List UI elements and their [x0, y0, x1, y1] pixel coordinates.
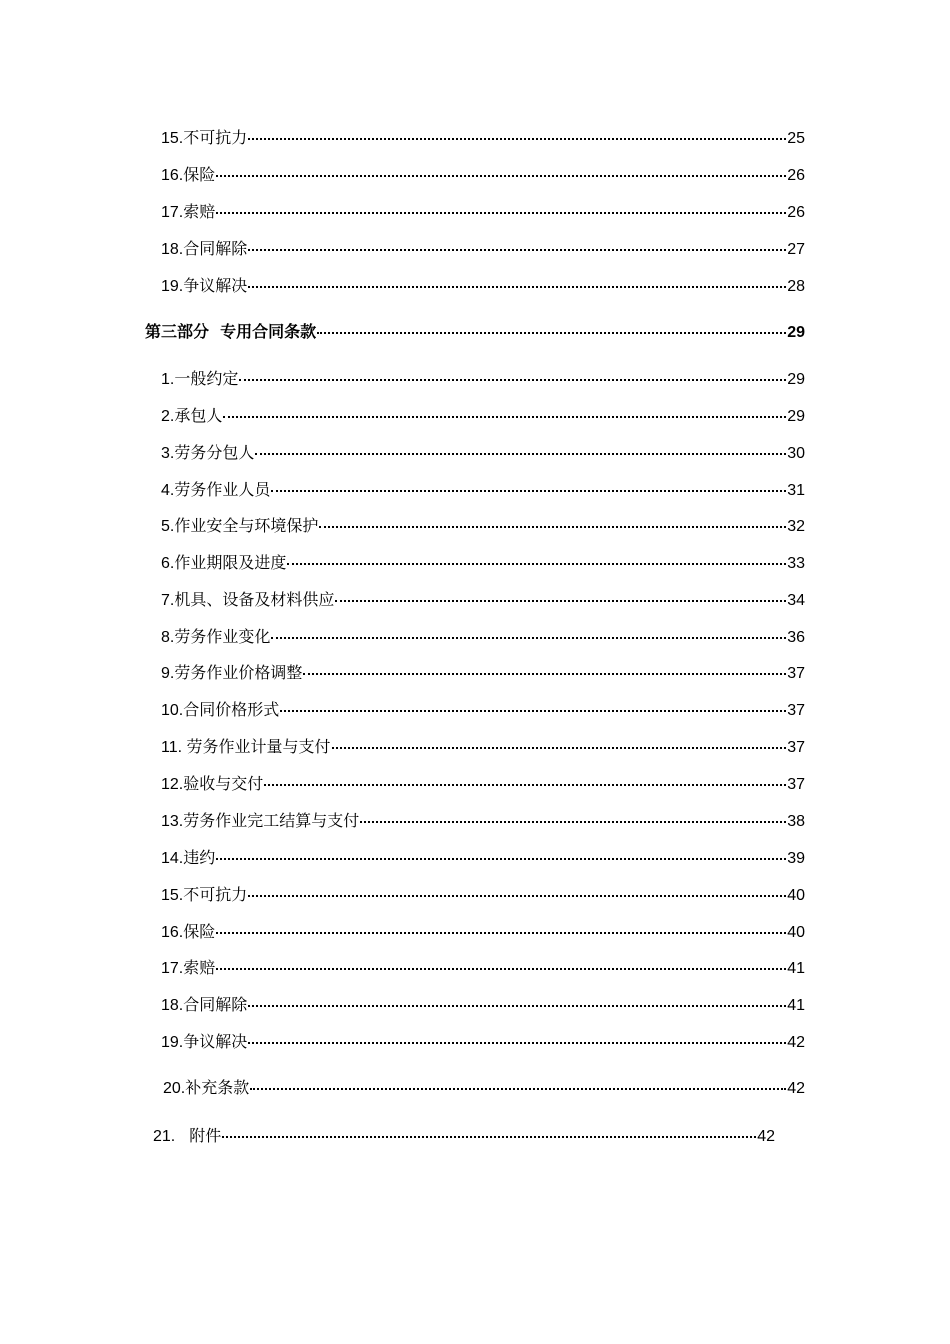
- toc-entry[interactable]: [161, 516, 805, 536]
- toc-entry[interactable]: [161, 590, 805, 610]
- toc-entry[interactable]: [161, 700, 805, 720]
- toc-entry-label: 19.争议解决: [161, 276, 248, 295]
- toc-page-number: 40: [787, 887, 805, 904]
- toc-entry[interactable]: [161, 995, 805, 1015]
- toc-entry[interactable]: [161, 276, 805, 296]
- dot-leader: [248, 1042, 786, 1044]
- dot-leader: [248, 138, 786, 140]
- toc-entry-label: 7.机具、设备及材料供应: [161, 590, 335, 609]
- toc-entry-label: 13.劳务作业完工结算与支付: [161, 811, 360, 830]
- toc-entry[interactable]: [161, 553, 805, 573]
- toc-entry[interactable]: [163, 1078, 805, 1098]
- dot-leader: [287, 563, 786, 565]
- dot-leader: [216, 968, 786, 970]
- toc-entry-label: 14.违约: [161, 848, 216, 867]
- toc-entry-label: 16.保险: [161, 165, 216, 184]
- toc-page-number: 28: [787, 278, 805, 295]
- toc-entry[interactable]: [161, 369, 805, 389]
- toc-part-heading[interactable]: [145, 322, 805, 342]
- dot-leader: [216, 175, 786, 177]
- toc-entry-label: 9.劳务作业价格调整: [161, 663, 303, 682]
- toc-page-number: 37: [787, 739, 805, 756]
- toc-page-number: 25: [787, 130, 805, 147]
- toc-entry[interactable]: [161, 128, 805, 148]
- toc-page-number: 41: [787, 960, 805, 977]
- toc-page-number: 31: [787, 482, 805, 499]
- toc-page-number: 33: [787, 555, 805, 572]
- toc-page-number: 26: [787, 204, 805, 221]
- toc-entry[interactable]: [161, 958, 805, 978]
- toc-entry[interactable]: [161, 480, 805, 500]
- toc-entry[interactable]: [161, 848, 805, 868]
- toc-page-number: 26: [787, 167, 805, 184]
- toc-entry[interactable]: [161, 737, 805, 757]
- toc-page-number: 37: [787, 702, 805, 719]
- toc-page-number: 41: [787, 997, 805, 1014]
- toc-page-number: 34: [787, 592, 805, 609]
- dot-leader: [239, 379, 786, 381]
- dot-leader: [216, 212, 786, 214]
- dot-leader: [280, 710, 786, 712]
- toc-entry-label: 18.合同解除: [161, 239, 248, 258]
- toc-page-number: 40: [787, 924, 805, 941]
- toc-entry-label: 15.不可抗力: [161, 128, 248, 147]
- dot-leader: [222, 1136, 756, 1138]
- dot-leader: [271, 637, 786, 639]
- toc-entry-label: 18.合同解除: [161, 995, 248, 1014]
- toc-page-number: 37: [787, 665, 805, 682]
- toc-entry-label: 1.一般约定: [161, 369, 239, 388]
- toc-entry[interactable]: [161, 443, 805, 463]
- toc-entry-label: 15.不可抗力: [161, 885, 248, 904]
- toc-entry[interactable]: [161, 774, 805, 794]
- dot-leader: [264, 784, 786, 786]
- dot-leader: [319, 526, 786, 528]
- dot-leader: [255, 453, 786, 455]
- toc-entry-label: 8.劳务作业变化: [161, 627, 271, 646]
- toc-page-number: 38: [787, 813, 805, 830]
- dot-leader: [335, 600, 786, 602]
- toc-entry-label: 3.劳务分包人: [161, 443, 255, 462]
- toc-page-number: 42: [787, 1034, 805, 1051]
- toc-entry[interactable]: [161, 165, 805, 185]
- toc-entry[interactable]: [161, 922, 805, 942]
- toc-entry[interactable]: [161, 885, 805, 905]
- toc-page-number: 30: [787, 445, 805, 462]
- dot-leader: [303, 673, 786, 675]
- toc-entry-label: 12.验收与交付: [161, 774, 264, 793]
- toc-entry-label: 4.劳务作业人员: [161, 480, 271, 499]
- toc-entry-label: 20.补充条款: [163, 1078, 250, 1097]
- dot-leader: [216, 858, 786, 860]
- dot-leader: [248, 1005, 786, 1007]
- toc-entry[interactable]: [161, 1032, 805, 1052]
- toc-entry-label: 6.作业期限及进度: [161, 553, 287, 572]
- toc-page-number: 29: [787, 371, 805, 388]
- toc-entry-label: 19.争议解决: [161, 1032, 248, 1051]
- toc-entry[interactable]: [161, 239, 805, 259]
- dot-leader: [223, 416, 786, 418]
- toc-heading-label: 第三部分 专用合同条款: [145, 322, 317, 341]
- dot-leader: [216, 932, 786, 934]
- toc-page-number: 27: [787, 241, 805, 258]
- dot-leader: [271, 490, 786, 492]
- dot-leader: [360, 821, 786, 823]
- toc-page-number: 29: [787, 408, 805, 425]
- toc-entry-label: 17.索赔: [161, 202, 216, 221]
- toc-entry[interactable]: [153, 1126, 775, 1146]
- toc-entry-label: 2.承包人: [161, 406, 223, 425]
- toc-page-number: 37: [787, 776, 805, 793]
- dot-leader: [317, 332, 786, 334]
- toc-entry-label: 16.保险: [161, 922, 216, 941]
- toc-entry-label: 21. 附件: [153, 1126, 222, 1145]
- dot-leader: [248, 895, 786, 897]
- toc-entry-label: 17.索赔: [161, 958, 216, 977]
- toc-entry[interactable]: [161, 627, 805, 647]
- toc-entry-label: 10.合同价格形式: [161, 700, 280, 719]
- toc-entry[interactable]: [161, 202, 805, 222]
- toc-page-number: 42: [757, 1128, 775, 1145]
- toc-entry-label: 11. 劳务作业计量与支付: [161, 737, 331, 756]
- toc-page-number: 32: [787, 518, 805, 535]
- dot-leader: [248, 249, 786, 251]
- toc-entry[interactable]: [161, 406, 805, 426]
- dot-leader: [250, 1088, 786, 1090]
- dot-leader: [332, 747, 787, 749]
- toc-entry[interactable]: [161, 811, 805, 831]
- dot-leader: [248, 286, 786, 288]
- toc-page-number: 39: [787, 850, 805, 867]
- toc-entry-label: 5.作业安全与环境保护: [161, 516, 319, 535]
- toc-page-number: 29: [787, 324, 805, 341]
- toc-page-number: 36: [787, 629, 805, 646]
- toc-entry[interactable]: [161, 663, 805, 683]
- toc-page-number: 42: [787, 1080, 805, 1097]
